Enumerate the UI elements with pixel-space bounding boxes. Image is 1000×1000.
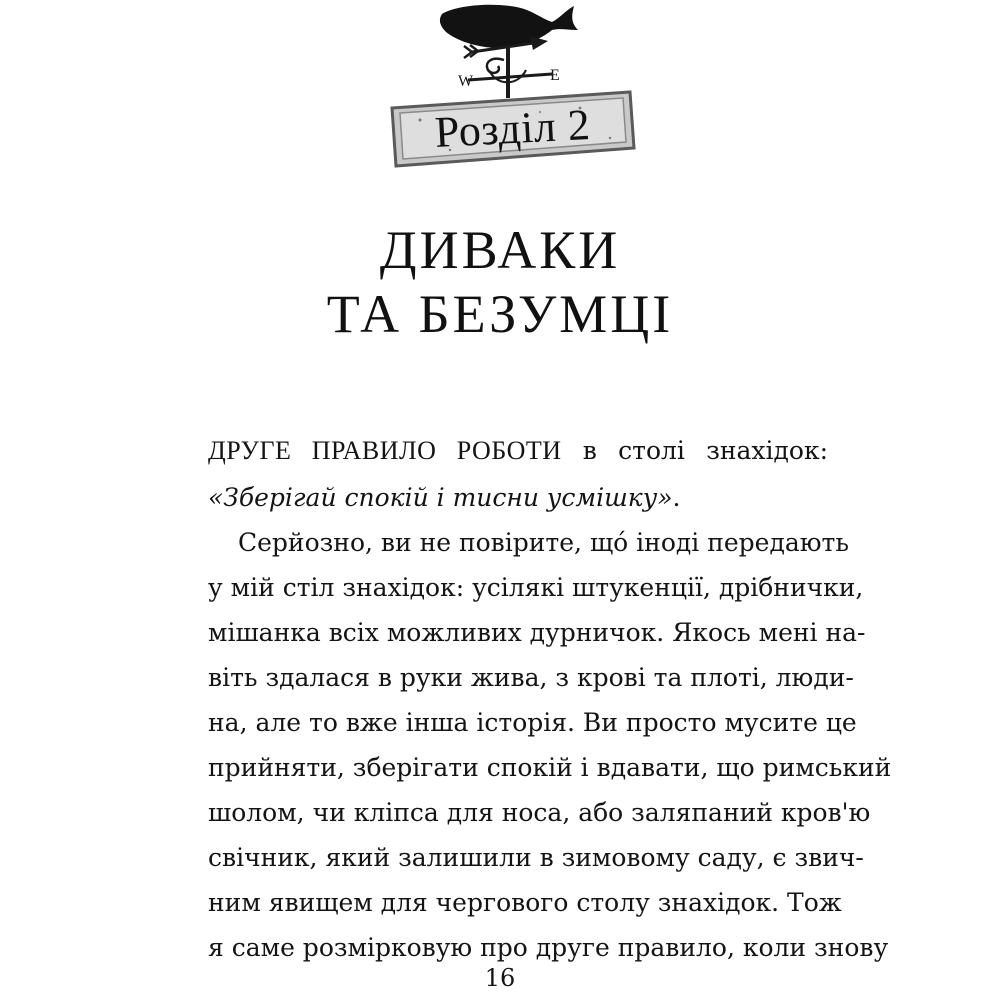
compass-letter-w: W <box>458 73 474 90</box>
body-line-7: на, але то вже інша історія. Ви просто мусите це <box>208 708 857 737</box>
body-line-2 <box>208 475 828 520</box>
chapter-label: Розділ 2 <box>433 99 592 157</box>
quote-text: «Зберігай спокій і тисни усмішку» <box>208 483 673 512</box>
chapter-title-line-2: ТА БЕЗУМЦІ <box>326 284 674 344</box>
body-text <box>208 428 892 970</box>
chapter-title-line-1: ДИВАКИ <box>379 220 621 280</box>
first-line-rest: в столі знахідок: <box>561 436 829 465</box>
body-line-1 <box>208 428 828 475</box>
body-line-6: віть здалася в руки жива, з крові та плоті, люди- <box>208 663 854 692</box>
body-line-4: у мій стіл знахідок: усілякі штукенції, дрібнички, <box>208 573 864 602</box>
compass-letter-e: E <box>550 67 560 84</box>
lead-phrase: ДРУГЕ ПРАВИЛО РОБОТИ <box>208 436 562 465</box>
quote-end: . <box>672 483 681 512</box>
body-line-9: шолом, чи кліпса для носа, або заляпаний кров'ю <box>208 798 871 827</box>
page-number: 16 <box>484 964 516 992</box>
body-line-8: прийняти, зберігати спокій і вдавати, що римський <box>208 753 892 782</box>
body-line-12: я саме розмірковую про друге правило, коли знову <box>208 933 889 962</box>
body-line-10: свічник, який залишили в зимовому саду, є звич- <box>208 843 864 872</box>
body-line-3: Серйозно, ви не повірите, щó іноді передають <box>238 528 849 557</box>
body-line-11: ним явищем для чергового столу знахідок. Тож <box>208 888 842 917</box>
body-line-5: мішанка всіх можливих дурничок. Якось мені на- <box>208 618 866 647</box>
chapter-title <box>0 218 1000 346</box>
